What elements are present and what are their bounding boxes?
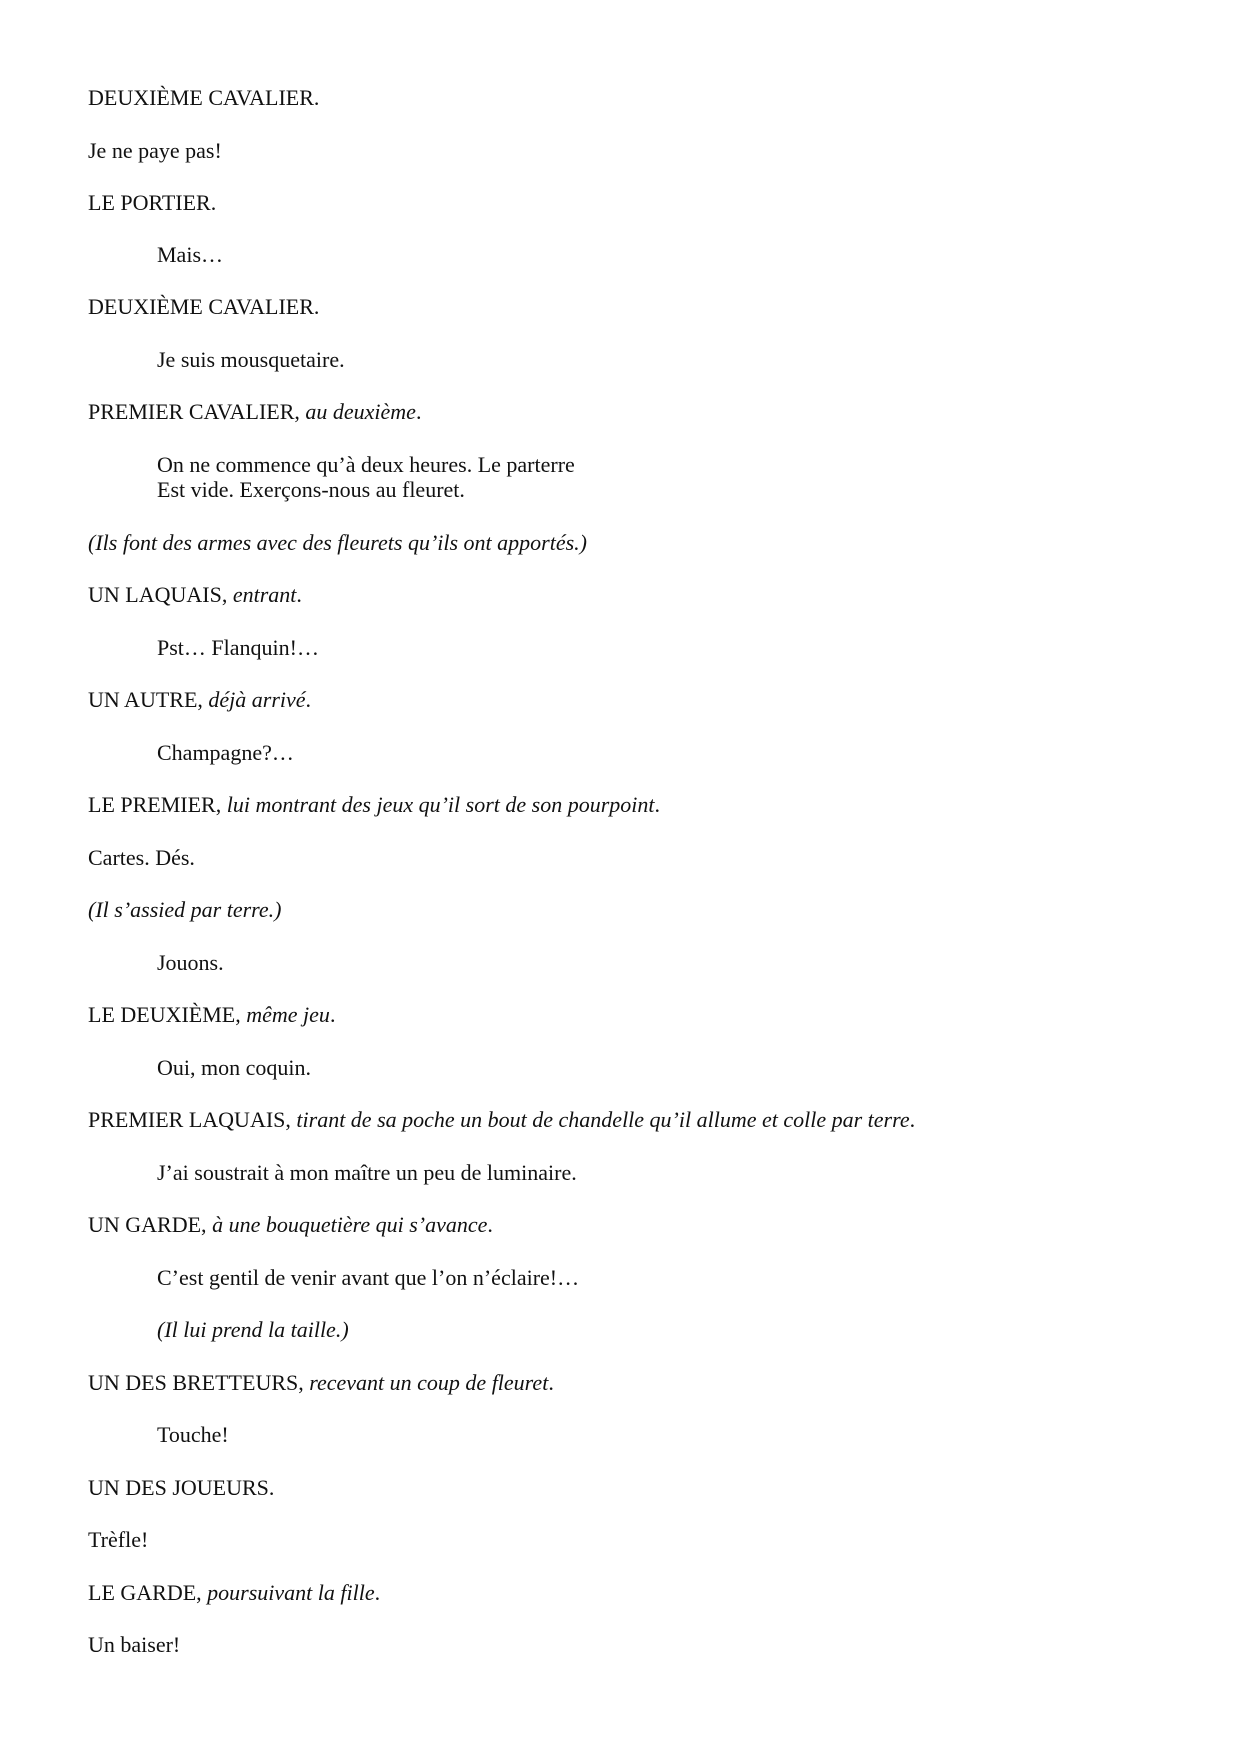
speaker-line	[88, 1002, 335, 1028]
stage-direction-line	[88, 897, 282, 923]
speaker-line	[88, 294, 319, 320]
punctuation: .	[654, 792, 660, 817]
stage-direction-line	[88, 530, 587, 556]
verse-line	[157, 740, 294, 766]
verse-line	[157, 1055, 311, 1081]
verse-line	[157, 452, 575, 478]
dialogue-text: J’ai soustrait à mon maître un peu de luminaire.	[157, 1160, 577, 1185]
dialogue-text: Touche!	[157, 1422, 229, 1447]
punctuation: .	[296, 582, 302, 607]
speaker-name: PREMIER CAVALIER,	[88, 399, 306, 424]
dialogue-text: Mais…	[157, 242, 223, 267]
speaker-name: UN DES JOUEURS.	[88, 1475, 275, 1500]
stage-direction: au deuxième	[305, 399, 416, 424]
dialogue-line	[88, 1527, 148, 1553]
verse-line	[157, 1265, 579, 1291]
speaker-line	[88, 1475, 274, 1501]
speaker-line	[88, 399, 421, 425]
verse-line	[157, 477, 465, 503]
dialogue-text: Jouons.	[157, 950, 224, 975]
punctuation: .	[548, 1370, 554, 1395]
speaker-name: DEUXIÈME CAVALIER.	[88, 85, 320, 110]
stage-direction: (Il lui prend la taille.)	[157, 1317, 349, 1342]
speaker-line	[88, 190, 216, 216]
speaker-line	[88, 1107, 915, 1133]
speaker-name: DEUXIÈME CAVALIER.	[88, 294, 320, 319]
punctuation: .	[415, 399, 422, 424]
verse-line	[157, 635, 319, 661]
verse-line	[157, 347, 345, 373]
speaker-name: PREMIER LAQUAIS,	[88, 1107, 297, 1132]
stage-direction: poursuivant la fille	[207, 1580, 375, 1605]
punctuation: .	[329, 1002, 336, 1027]
dialogue-text: C’est gentil de venir avant que l’on n’éclaire!…	[157, 1265, 580, 1290]
dialogue-line	[88, 138, 222, 164]
verse-line	[157, 1160, 577, 1186]
dialogue-text: Champagne?…	[157, 740, 294, 765]
stage-direction: même jeu	[246, 1002, 330, 1027]
dialogue-text: On ne commence qu’à deux heures. Le parterre	[157, 452, 575, 477]
punctuation: .	[374, 1580, 381, 1605]
stage-direction: entrant	[232, 582, 297, 607]
speaker-name: UN LAQUAIS,	[88, 582, 233, 607]
stage-direction: déjà arrivé	[208, 687, 306, 712]
punctuation: .	[305, 687, 312, 712]
stage-direction: recevant un coup de fleuret	[309, 1370, 549, 1395]
speaker-name: LE PREMIER,	[88, 792, 227, 817]
speaker-name: UN GARDE,	[88, 1212, 213, 1237]
speaker-name: UN AUTRE,	[88, 687, 209, 712]
dialogue-line	[88, 1632, 180, 1658]
speaker-name: UN DES BRETTEURS,	[88, 1370, 310, 1395]
punctuation: .	[909, 1107, 916, 1132]
stage-direction: à une bouquetière qui s’avance	[212, 1212, 488, 1237]
stage-direction: lui montrant des jeux qu’il sort de son pourpoint	[226, 792, 655, 817]
dialogue-text: Pst… Flanquin!…	[157, 635, 319, 660]
dialogue-text: Cartes. Dés.	[88, 845, 195, 870]
dialogue-text: Un baiser!	[88, 1632, 181, 1657]
dialogue-text: Trèfle!	[88, 1527, 149, 1552]
dialogue-text: Je suis mousquetaire.	[157, 347, 345, 372]
verse-line	[157, 950, 224, 976]
speaker-line	[88, 85, 319, 111]
speaker-line	[88, 582, 302, 608]
verse-line	[157, 242, 223, 268]
speaker-line	[88, 1212, 493, 1238]
speaker-name: LE DEUXIÈME,	[88, 1002, 247, 1027]
verse-line	[157, 1422, 229, 1448]
speaker-line	[88, 1370, 554, 1396]
dialogue-text: Est vide. Exerçons-nous au fleuret.	[157, 477, 465, 502]
speaker-name: LE GARDE,	[88, 1580, 208, 1605]
stage-direction: (Il s’assied par terre.)	[88, 897, 282, 922]
dialogue-text: Je ne paye pas!	[88, 138, 222, 163]
stage-direction: (Ils font des armes avec des fleurets qu’ils ont apportés.)	[88, 530, 587, 555]
stage-direction-line	[157, 1317, 349, 1343]
dialogue-text: Oui, mon coquin.	[157, 1055, 311, 1080]
speaker-line	[88, 792, 660, 818]
stage-direction: tirant de sa poche un bout de chandelle qu’il allume et colle par terre	[296, 1107, 910, 1132]
dialogue-line	[88, 845, 195, 871]
speaker-name: LE PORTIER.	[88, 190, 217, 215]
speaker-line	[88, 687, 311, 713]
speaker-line	[88, 1580, 380, 1606]
punctuation: .	[487, 1212, 493, 1237]
